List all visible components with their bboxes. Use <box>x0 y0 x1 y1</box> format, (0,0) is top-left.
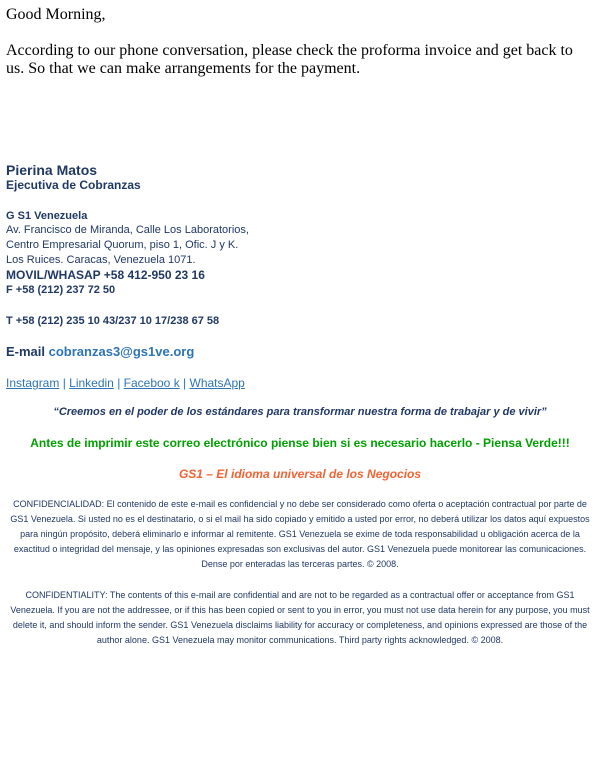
telephone-number: T +58 (212) 235 10 43/237 10 17/238 67 58 <box>6 315 220 327</box>
email-label: E-mail <box>6 344 46 359</box>
greeting: Good Morning, <box>6 6 106 23</box>
social-links <box>6 375 594 391</box>
facebook-link[interactable]: Faceboo k <box>123 376 180 390</box>
signature-block <box>6 162 594 648</box>
signature-title: Ejecutiva de Cobranzas <box>6 178 141 192</box>
signature-name: Pierina Matos <box>6 162 98 178</box>
linkedin-link[interactable]: Linkedin <box>69 376 114 390</box>
address-line-3: Los Ruices. Caracas, Venezuela 1071. <box>6 254 196 266</box>
separator: | <box>183 376 190 390</box>
fax-number: F +58 (212) 237 72 50 <box>6 284 116 296</box>
confidentiality-spanish: CONFIDENCIALIDAD: El contenido de este e-mail es confidencial y no debe ser considerado como oferta o aceptación contractual por parte de GS1 Venezuela. Si usted no es el destinatario, o si el mail ha sido copiado y emitido a usted por error, no deberá utilizar los datos aquí expuestos para ningún propósito, deberá eliminarlo e informar al remitente. GS1 Venezuela se exime de toda responsabilidad u obligación acerca de la exactitud o integridad del mensaje, y las opiniones expresadas son exclusivas del autor. GS1 Venezuela puede monitorear las comunicaciones. Dense por enteradas las terceras partes. © 2008. <box>10 499 590 569</box>
confidentiality-english: CONFIDENTIALITY: The contents of this e-mail are confidential and are not to be regarded as a contractual offer or acceptance from GS1 Venezuela. If you are not the addressee, or if this has been copied or sent to you in error, you must not use data herein for any purpose, you must delete it, and should inform the sender. GS1 Venezuela disclaims liability for accuracy or completeness, and opinions expressed are those of the author alone. GS1 Venezuela may monitor communications. Third party rights acknowledged. © 2008. <box>10 590 590 645</box>
separator: | <box>117 376 124 390</box>
instagram-link[interactable]: Instagram <box>6 376 60 390</box>
mobile-phone: MOVIL/WHASAP +58 412-950 23 16 <box>6 268 205 282</box>
separator: | <box>62 376 70 390</box>
company-name: G S1 Venezuela <box>6 210 88 222</box>
message-body: According to our phone conversation, please check the proforma invoice and get back to us. So that we can make arrangements for the payment. <box>6 42 573 77</box>
print-notice: Antes de imprimir este correo electrónico piense bien si es necesario hacerlo - Piensa Verde!!! <box>30 436 570 450</box>
email-link[interactable]: cobranzas3@gs1ve.org <box>48 344 195 359</box>
whatsapp-link[interactable]: WhatsApp <box>189 376 245 390</box>
address-line-1: Av. Francisco de Miranda, Calle Los Laboratorios, <box>6 224 249 236</box>
address-line-2: Centro Empresarial Quorum, piso 1, Ofic. J y K. <box>6 239 239 251</box>
email-row <box>6 344 594 360</box>
email-body <box>6 6 594 648</box>
tagline: GS1 – El idioma universal de los Negocios <box>178 467 422 481</box>
slogan-quote: “Creemos en el poder de los estándares para transformar nuestra forma de trabajar y de vivir” <box>53 406 547 418</box>
